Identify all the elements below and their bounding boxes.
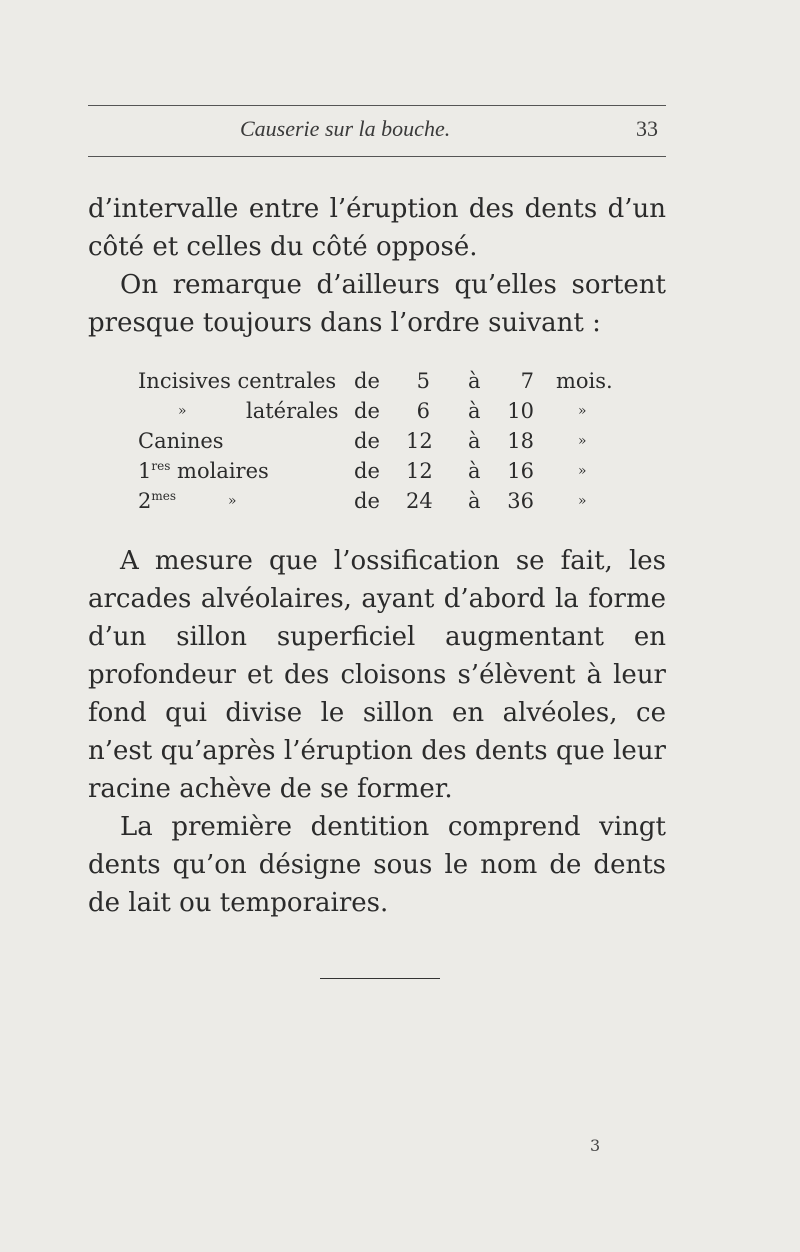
signature-mark: 3 [590,1136,601,1155]
table-row [138,486,638,516]
running-title: Causerie sur la bouche. [240,116,451,141]
unit: » [578,463,587,479]
eruption-table [138,366,638,516]
prep-de: de [354,369,380,393]
unit: mois. [556,369,613,393]
tooth-name-rest: molaires [170,459,269,483]
paragraph-2: On remarque d’ailleurs qu’elles sortent presque toujours dans l’ordre suivant : [88,270,666,338]
from-value: 24 [406,489,433,513]
unit: » [578,433,587,449]
prep-a: à [468,459,481,483]
end-rule [320,978,440,979]
table-row [138,456,638,486]
table-row [138,366,638,396]
paragraph-3: A mesure que l’ossification se fait, les arcades alvéolaires, ayant d’abord la forme d’un sillon superficiel augmentant en profondeur et des cloisons s’élèvent à leur fond qui divise le sillon en alvéoles, ce n’est qu’après l’éruption des dents que leur racine achève de se former. [88,546,666,804]
header-bottom-rule [88,156,666,157]
ordinal-suffix: res [151,459,171,473]
paragraph-4: La première dentition comprend vingt dents qu’on désigne sous le nom de dents de lait ou temporaires. [88,812,666,918]
header-top-rule [88,105,666,106]
prep-a: à [468,429,481,453]
tooth-name [138,456,269,486]
from-value: 12 [406,429,433,453]
tooth-name: Incisives centrales [138,369,337,393]
ditto-mark: » [178,403,187,419]
table-row [138,426,638,456]
prep-a: à [468,399,481,423]
closing-text [88,542,666,922]
prep-de: de [354,399,380,423]
to-value: 18 [507,429,534,453]
tooth-name: latérales [246,399,339,423]
prep-a: à [468,489,481,513]
ordinal-number: 2 [138,489,152,513]
ordinal-suffix: mes [151,489,177,503]
opening-text [88,190,666,342]
ordinal-number: 1 [138,459,152,483]
prep-de: de [354,489,380,513]
tooth-name: Canines [138,429,224,453]
to-value: 16 [507,459,534,483]
tooth-name [138,486,176,516]
table-row [138,396,638,426]
page-number: 33 [636,116,658,141]
unit: » [578,403,587,419]
from-value: 6 [416,399,430,423]
to-value: 7 [520,369,534,393]
prep-de: de [354,429,380,453]
paragraph-1: d’intervalle entre l’éruption des dents d’un côté et celles du côté opposé. [88,194,666,262]
to-value: 36 [507,489,534,513]
prep-a: à [468,369,481,393]
unit: » [578,493,587,509]
from-value: 5 [416,369,430,393]
ditto-mark: » [228,493,237,509]
prep-de: de [354,459,380,483]
to-value: 10 [507,399,534,423]
from-value: 12 [406,459,433,483]
